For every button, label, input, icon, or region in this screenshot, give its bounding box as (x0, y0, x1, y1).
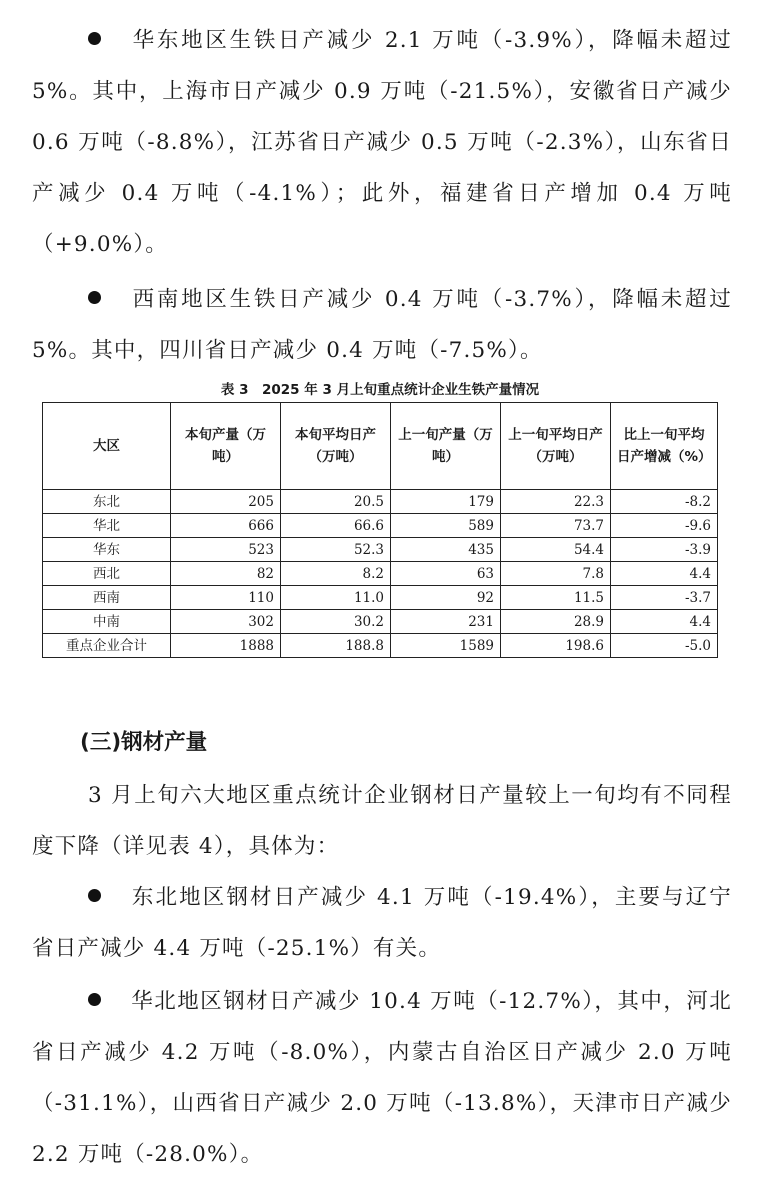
value-cell: 1888 (171, 634, 281, 658)
value-cell: 28.9 (501, 610, 611, 634)
section-heading: (三)钢材产量 (80, 730, 208, 755)
table-row (43, 562, 718, 586)
value-cell: 179 (391, 490, 501, 514)
value-cell: 30.2 (281, 610, 391, 634)
value-cell: 523 (171, 538, 281, 562)
region-cell: 西北 (43, 562, 171, 586)
value-cell: 302 (171, 610, 281, 634)
column-header: 上一旬产量（万吨） (391, 403, 501, 490)
paragraph-southwest-iron (32, 274, 732, 376)
table-header-row (43, 403, 718, 490)
paragraph-steel-intro (32, 770, 732, 872)
value-cell: 11.0 (281, 586, 391, 610)
bullet-dot-icon (88, 291, 101, 304)
bullet-dot-icon (88, 889, 101, 902)
paragraph-north-china-steel (32, 976, 732, 1180)
value-cell: -9.6 (611, 514, 718, 538)
paragraph-text: 3 月上旬六大地区重点统计企业钢材日产量较上一旬均有不同程度下降（详见表 4），具体为： (32, 783, 732, 859)
bullet-dot-icon (88, 32, 101, 45)
value-cell: 73.7 (501, 514, 611, 538)
region-cell: 重点企业合计 (43, 634, 171, 658)
value-cell: 589 (391, 514, 501, 538)
paragraph-text: 华东地区生铁日产减少 2.1 万吨（-3.9%），降幅未超过 5%。其中，上海市日产减少 0.9 万吨（-21.5%），安徽省日产减少 0.6 万吨（-8.8%），江苏省日产减少 0.5 万吨（-2.3%），山东省日产减少 0.4 万吨（-4.1%）；此外，福建省日产增加 0.4 万吨（+9.0%）。 (32, 28, 732, 257)
table-row (43, 634, 718, 658)
column-header: 本旬产量（万吨） (171, 403, 281, 490)
value-cell: 20.5 (281, 490, 391, 514)
value-cell: 63 (391, 562, 501, 586)
value-cell: 82 (171, 562, 281, 586)
value-cell: -3.7 (611, 586, 718, 610)
column-header: 大区 (43, 403, 171, 490)
iron-output-table (42, 402, 718, 658)
bullet-dot-icon (88, 993, 101, 1006)
column-header: 比上一旬平均日产增减（%） (611, 403, 718, 490)
value-cell: 22.3 (501, 490, 611, 514)
value-cell: 92 (391, 586, 501, 610)
value-cell: 4.4 (611, 610, 718, 634)
table-row (43, 514, 718, 538)
value-cell: 188.8 (281, 634, 391, 658)
value-cell: -3.9 (611, 538, 718, 562)
value-cell: 66.6 (281, 514, 391, 538)
value-cell: 435 (391, 538, 501, 562)
value-cell: 110 (171, 586, 281, 610)
paragraph-east-china-iron (32, 15, 732, 270)
table-row (43, 490, 718, 514)
column-header: 本旬平均日产（万吨） (281, 403, 391, 490)
paragraph-text: 东北地区钢材日产减少 4.1 万吨（-19.4%），主要与辽宁省日产减少 4.4 万吨（-25.1%）有关。 (32, 885, 732, 961)
value-cell: 4.4 (611, 562, 718, 586)
value-cell: 52.3 (281, 538, 391, 562)
value-cell: 11.5 (501, 586, 611, 610)
paragraph-northeast-steel (32, 872, 732, 974)
value-cell: -8.2 (611, 490, 718, 514)
value-cell: 54.4 (501, 538, 611, 562)
value-cell: 8.2 (281, 562, 391, 586)
region-cell: 华东 (43, 538, 171, 562)
value-cell: 198.6 (501, 634, 611, 658)
column-header: 上一旬平均日产（万吨） (501, 403, 611, 490)
value-cell: 1589 (391, 634, 501, 658)
table-row (43, 538, 718, 562)
region-cell: 东北 (43, 490, 171, 514)
value-cell: 205 (171, 490, 281, 514)
value-cell: 231 (391, 610, 501, 634)
region-cell: 西南 (43, 586, 171, 610)
table-body (43, 490, 718, 658)
paragraph-text: 华北地区钢材日产减少 10.4 万吨（-12.7%），其中，河北省日产减少 4.2 万吨（-8.0%），内蒙古自治区日产减少 2.0 万吨（-31.1%），山西省日产减少 2.0 万吨（-13.8%），天津市日产减少 2.2 万吨（-28.0%）。 (32, 989, 732, 1167)
region-cell: 中南 (43, 610, 171, 634)
table-row (43, 586, 718, 610)
table-row (43, 610, 718, 634)
value-cell: 666 (171, 514, 281, 538)
paragraph-text: 西南地区生铁日产减少 0.4 万吨（-3.7%），降幅未超过 5%。其中，四川省日产减少 0.4 万吨（-7.5%）。 (32, 287, 732, 363)
value-cell: 7.8 (501, 562, 611, 586)
region-cell: 华北 (43, 514, 171, 538)
table-caption: 表 3 2025 年 3 月上旬重点统计企业生铁产量情况 (220, 382, 540, 398)
value-cell: -5.0 (611, 634, 718, 658)
